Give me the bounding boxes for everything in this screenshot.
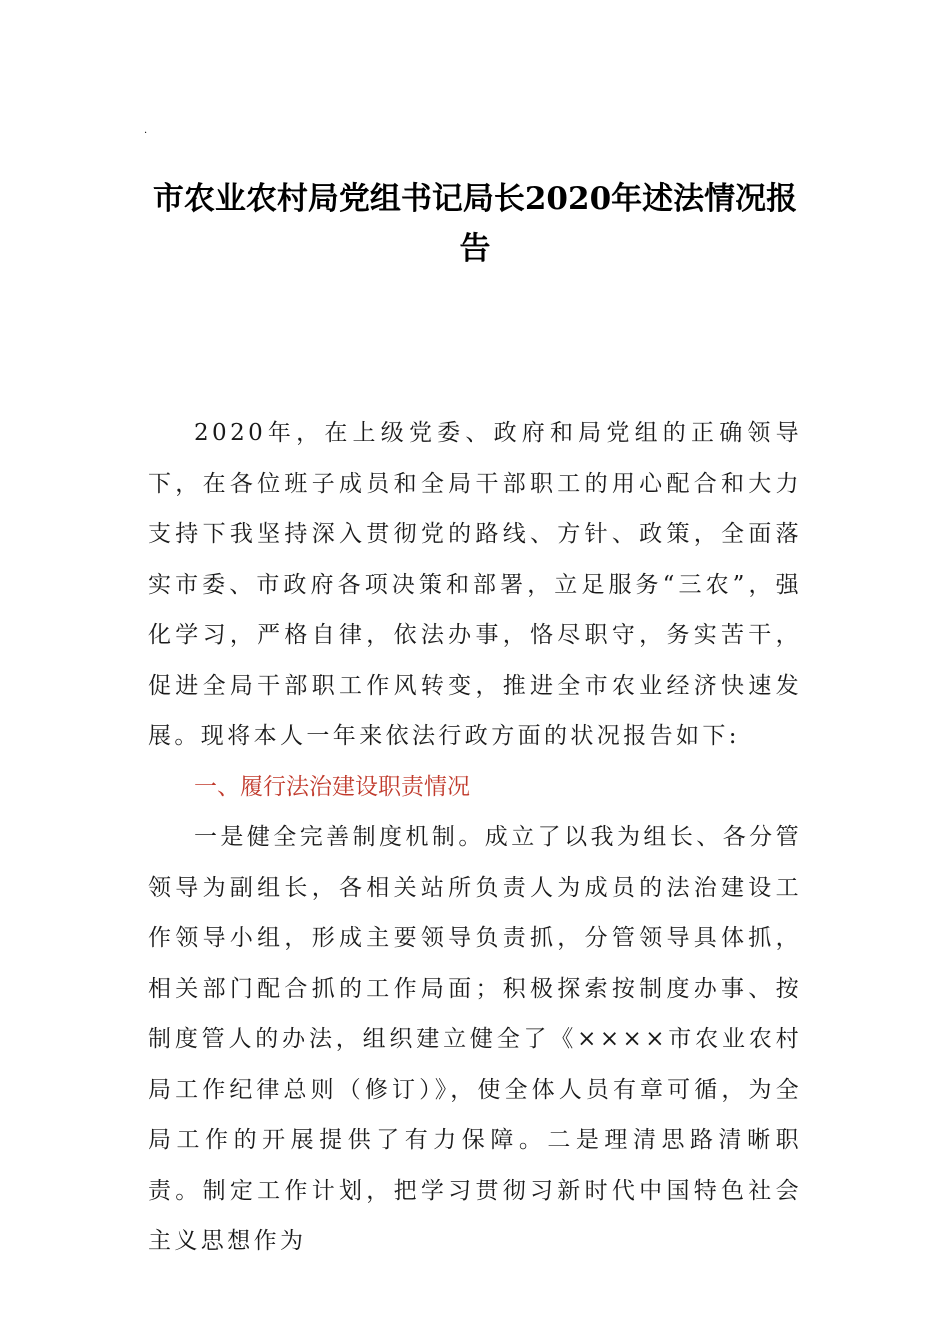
document-body [148,408,802,1267]
section-heading: 一、履行法治建设职责情况 [194,773,470,800]
corner-mark: . [144,125,148,136]
document-title: 市农业农村局党组书记局长2020年述法情况报告 [152,181,798,267]
intro-paragraph: 2020年，在上级党委、政府和局党组的正确领导下，在各位班子成员和全局干部职工的用心配合和大力支持下我坚持深入贯彻党的路线、方针、政策，全面落实市委、市政府各项决策和部署，立足服务“三农”，强化学习，严格自律，依法办事，恪尽职守，务实苦干，促进全局干部职工作风转变，推进全市农业经济快速发展。现将本人一年来依法行政方面的状况报告如下: [148,420,802,749]
section-paragraph: 一是健全完善制度机制。成立了以我为组长、各分管领导为副组长，各相关站所负责人为成员的法治建设工作领导小组，形成主要领导负责抓，分管领导具体抓，相关部门配合抓的工作局面；积极探索按制度办事、按制度管人的办法，组织建立健全了《××××市农业农村局工作纪律总则（修订）》，使全体人员有章可循，为全局工作的开展提供了有力保障。二是理清思路清晰职责。制定工作计划，把学习贯彻习新时代中国特色社会主义思想作为 [148,824,802,1254]
